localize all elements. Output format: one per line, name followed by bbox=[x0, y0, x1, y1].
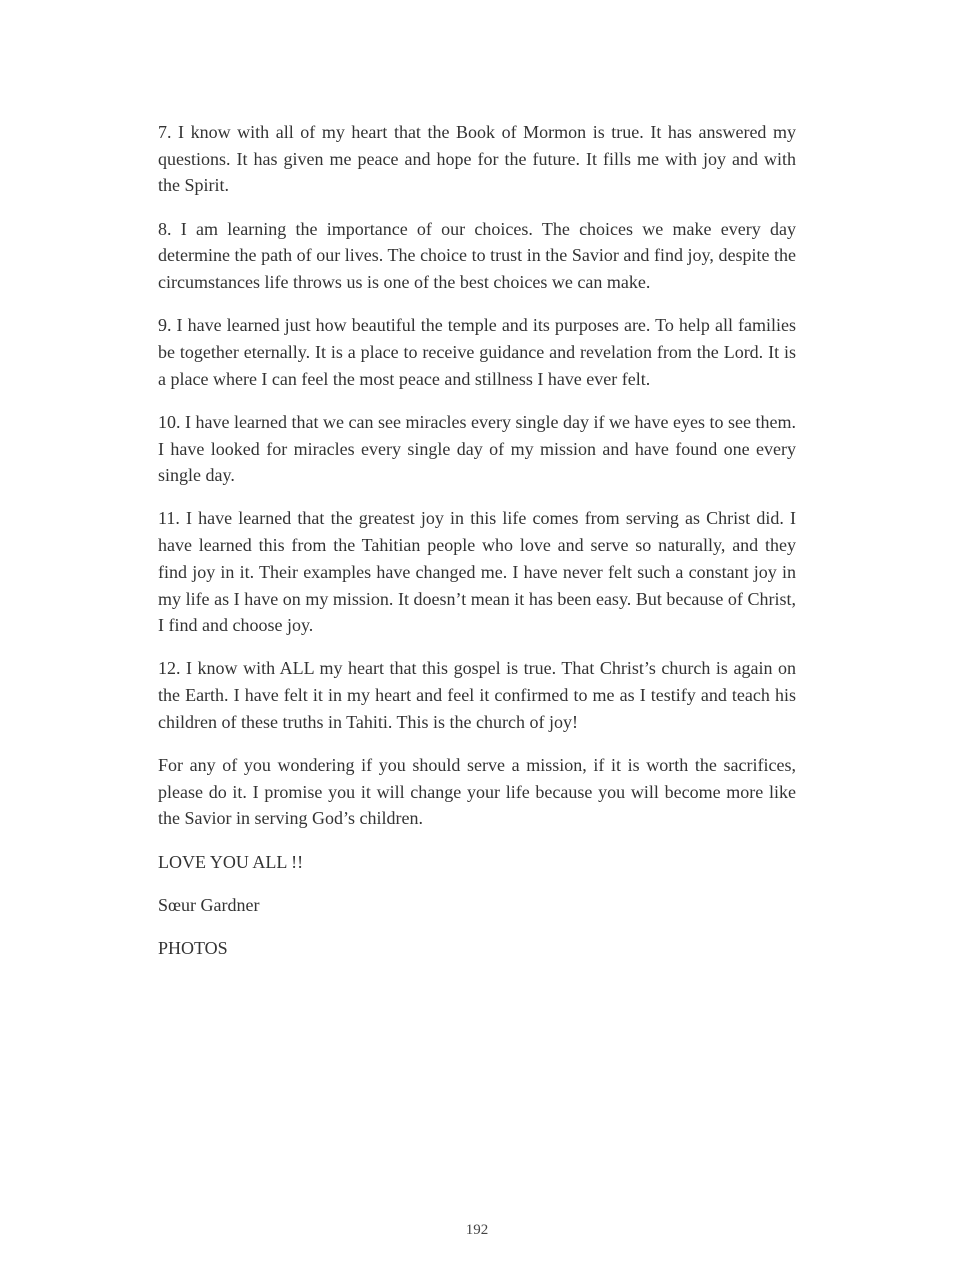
paragraph-9: 9. I have learned just how beautiful the temple and its purposes are. To help all families be together eternally. It is a place to receive guidance and revelation from the Lord. It is a place where I can feel the most peace and stillness I have ever felt. bbox=[158, 315, 796, 389]
photos-label: PHOTOS bbox=[158, 938, 228, 959]
paragraph-10: 10. I have learned that we can see miracles every single day if we have eyes to see them. I have looked for miracles every single day of my mission and have found one every single day. bbox=[158, 411, 796, 486]
closing-line: LOVE YOU ALL !! bbox=[158, 851, 304, 872]
paragraph-8: 8. I am learning the importance of our choices. The choices we make every day determine the path of our lives. The choice to trust in the Savior and find joy, despite the circumstances life throws us is one of the best choices we can make. bbox=[158, 218, 796, 293]
paragraph-7: 7. I know with all of my heart that the Book of Mormon is true. It has answered my questions. It has given me peace and hope for the future. It fills me with joy and with the Spirit. bbox=[158, 122, 796, 196]
paragraph-11: 11. I have learned that the greatest joy in this life comes from serving as Christ did. I have learned this from the Tahitian people who love and serve so naturally, and they find joy in it. Their examples have changed me. I have never felt such a constant joy in my life as I have on my mission. It doesn’t mean it has been easy. But because of Christ, I find and choose joy. bbox=[158, 508, 796, 636]
mission-invitation-paragraph: For any of you wondering if you should serve a mission, if it is worth the sacrifices, please do it. I promise you it will change your life because you will become more like the Savior in serving God’s children. bbox=[158, 755, 796, 829]
page-number: 192 bbox=[465, 1222, 489, 1238]
signature: Sœur Gardner bbox=[158, 894, 260, 915]
document-body bbox=[158, 119, 796, 978]
paragraph-12: 12. I know with ALL my heart that this gospel is true. That Christ’s church is again on the Earth. I have felt it in my heart and feel it confirmed to me as I testify and teach his children of these truths in Tahiti. This is the church of joy! bbox=[158, 658, 796, 732]
